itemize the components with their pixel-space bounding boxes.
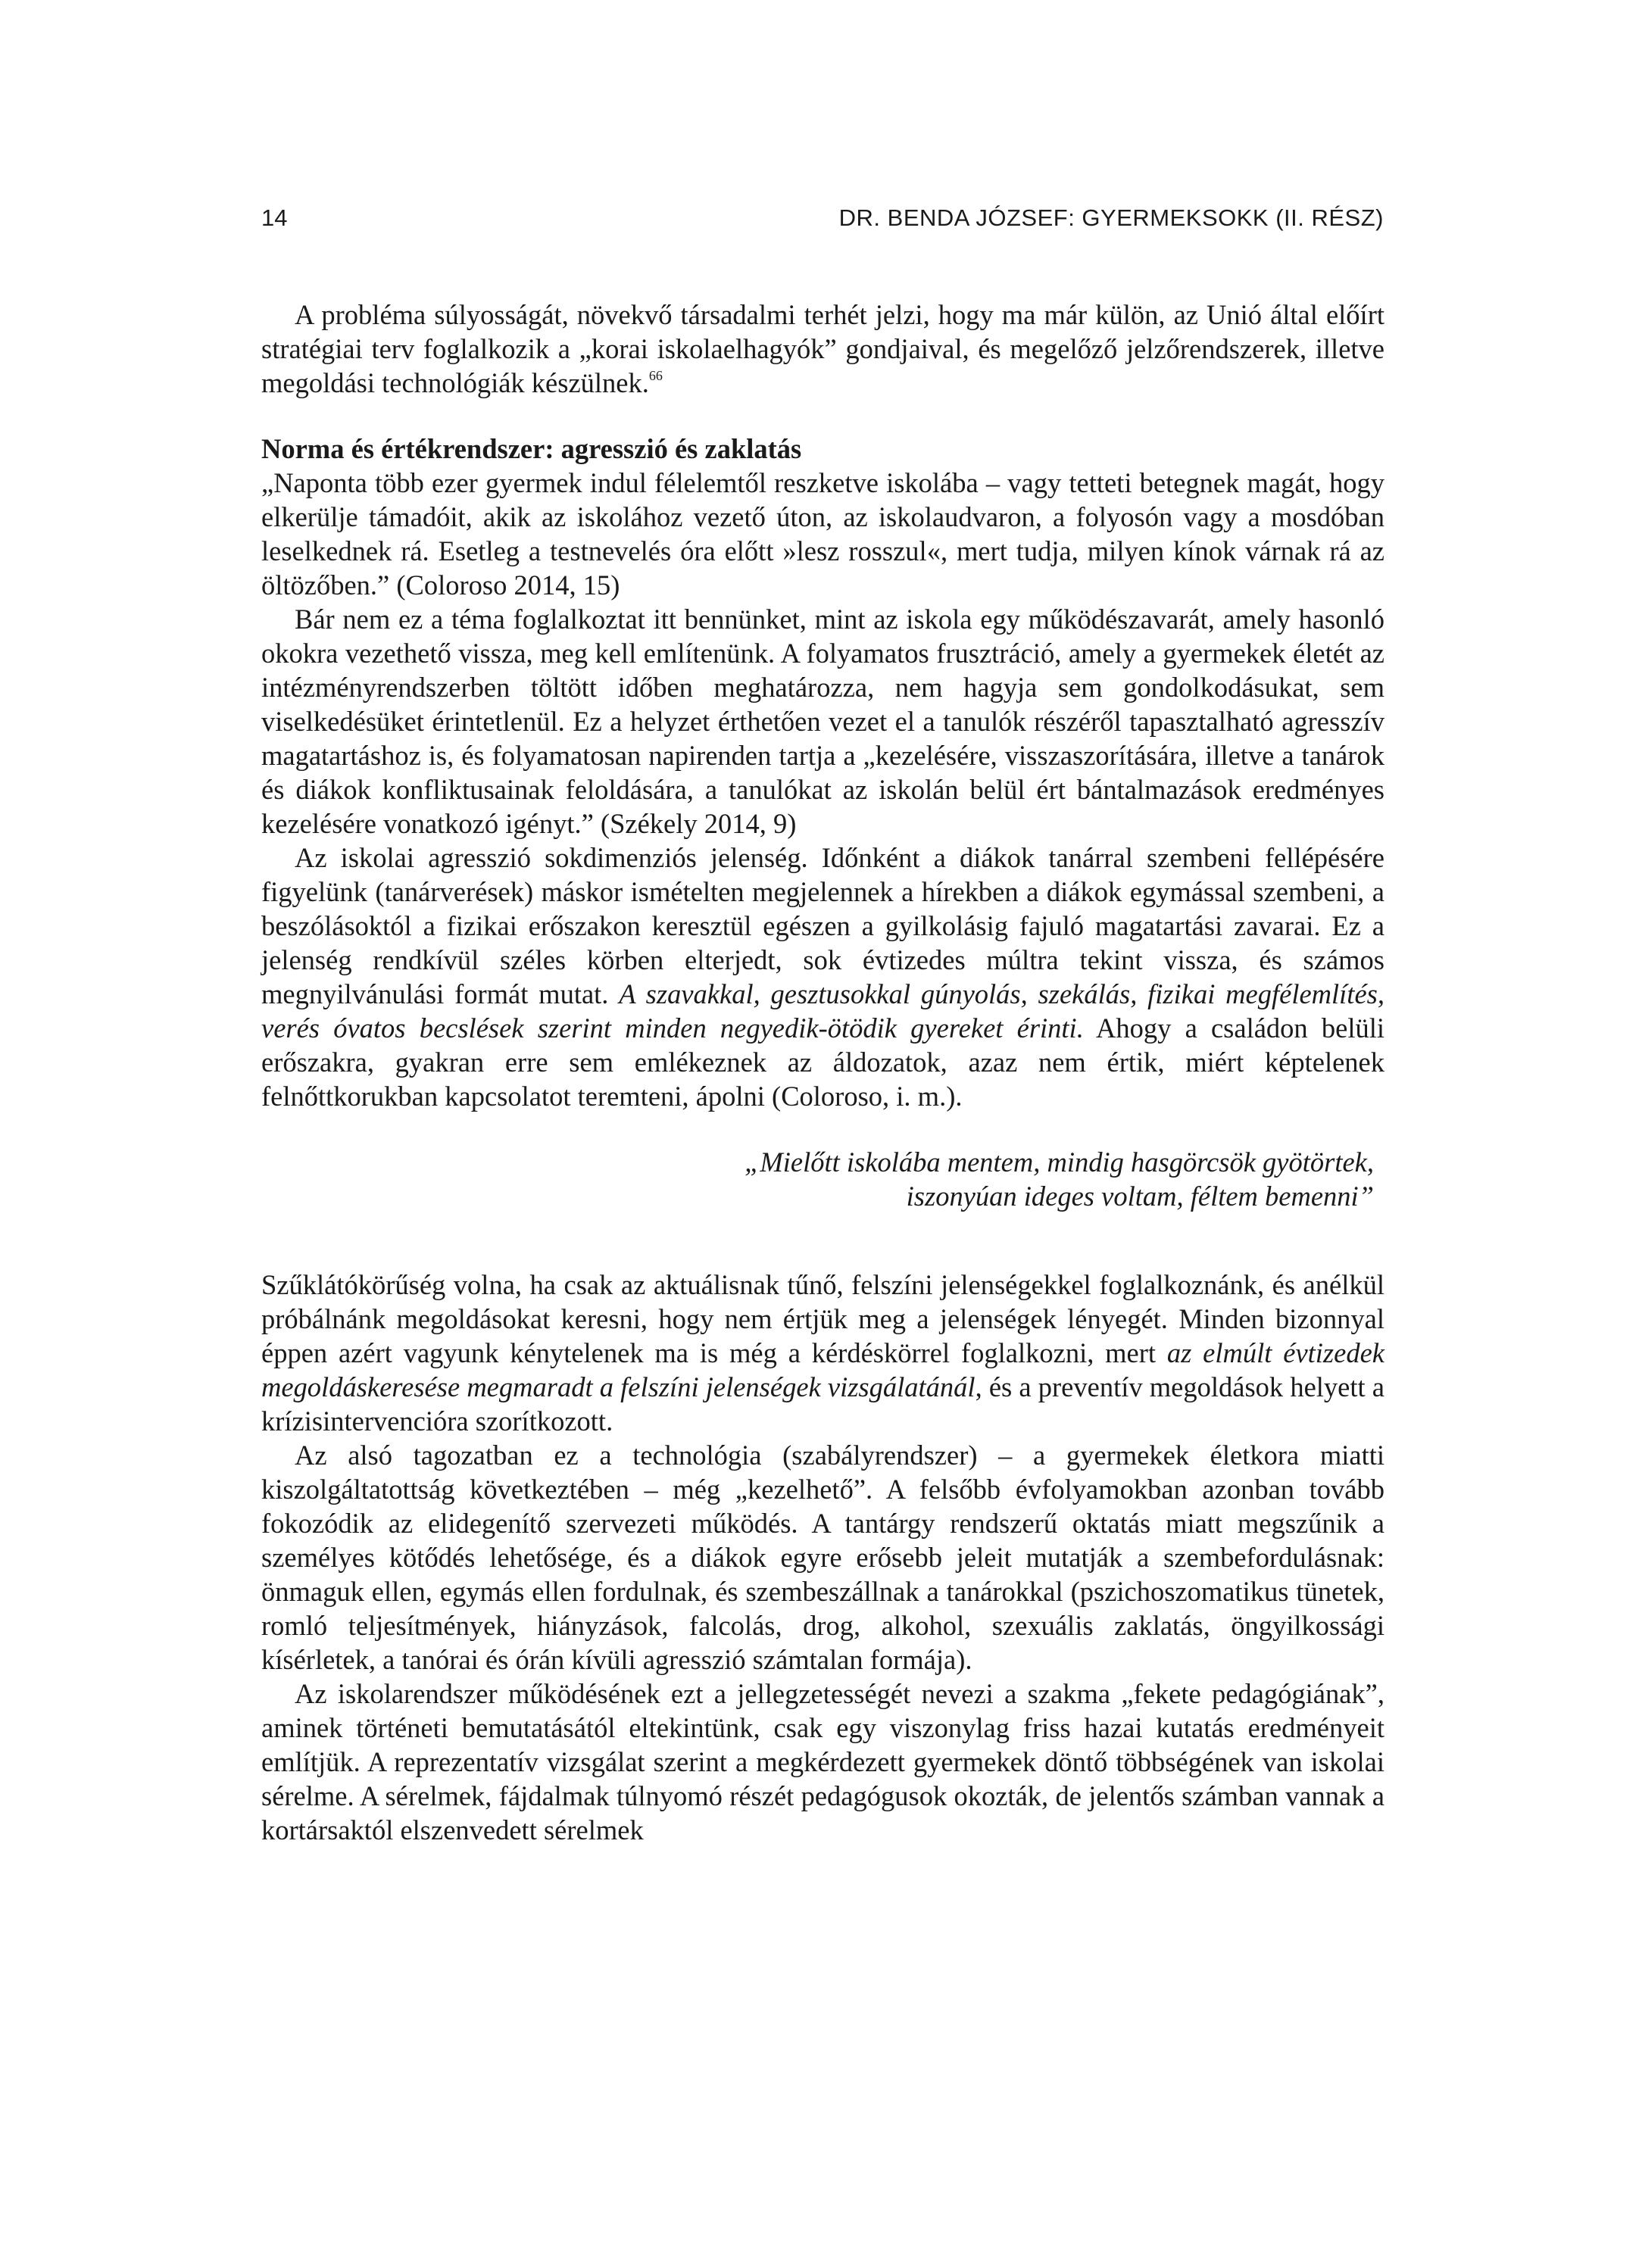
- epigraph-line-2: iszonyúan ideges voltam, féltem bemenni”: [906, 1181, 1374, 1212]
- paragraph-intro-text: A probléma súlyosságát, növekvő társadalmi terhét jelzi, hogy ma már külön, az Unió által előírt stratégiai terv foglalkozik a „korai iskolaelhagyók” gondjaival, és megelőző jelzőrendszerek, illetve megoldási technológiák készülnek.: [261, 299, 1384, 398]
- body-paragraph-2: [261, 841, 1384, 1113]
- body-paragraph-2-part2: Ahogy a családon belüli erőszakra, gyakran erre sem emlékeznek az áldozatok, azaz nem értik, miért képtelenek felnőttkorukban kapcsolatot teremteni, ápolni (Coloroso, i. m.).: [261, 1012, 1384, 1112]
- section-heading: Norma és értékrendszer: agresszió és zaklatás: [261, 433, 802, 464]
- body-paragraph-5: Az iskolarendszer működésének ezt a jellegzetességét nevezi a szakma „fekete pedagógiának”, aminek történeti bemutatásától eltekintünk, csak egy viszonylag friss hazai kutatás eredményeit említjük. A reprezentatív vizsgálat szerint a megkérdezett gyermekek döntő többségének van iskolai sérelme. A sérelmek, fájdalmak túlnyomó részét pedagógusok okozták, de jelentős számban vannak a kortársaktól elszenvedett sérelmek: [261, 1678, 1384, 1845]
- body-paragraph-4: Az alsó tagozatban ez a technológia (szabályrendszer) – a gyermekek életkora miatti kiszolgáltatottság következtében – még „kezelhető”. A felsőbb évfolyamokban azonban tovább fokozódik az elidegenítő szervezeti működés. A tantárgy rendszerű oktatás miatt megszűnik a személyes kötődés lehetősége, és a diákok egyre erősebb jeleit mutatják a szembefordulásnak: önmaguk ellen, egymás ellen fordulnak, és szembeszállnak a tanárokkal (pszichoszomatikus tünetek, romló teljesítmények, hiányzások, falcolás, drog, alkohol, szexuális zaklatás, öngyilkossági kísérletek, a tanórai és órán kívüli agresszió számtalan formája).: [261, 1440, 1384, 1675]
- body-paragraph-2-italic: A szavakkal, gesztusokkal gúnyolás, szekálás, fizikai megfélemlítés, verés óvatos becslések szerint minden negyedik-ötödik gyereket érinti.: [261, 978, 1384, 1044]
- paragraph-intro: [261, 298, 1384, 400]
- epigraph-line-1: „Mielőtt iskolába mentem, mindig hasgörcsök gyötörtek,: [745, 1146, 1374, 1178]
- page-number: 14: [261, 204, 288, 231]
- body-paragraph-3-part1: Szűklátókörűség volna, ha csak az aktuálisnak tűnő, felszíni jelenségekkel foglalkoznánk, és anélkül próbálnánk megoldásokat keresni, hogy nem értjük meg a jelenségek lényegét. Minden bizonnyal éppen azért vagyunk kénytelenek ma is még a kérdéskörrel foglalkozni, mert: [261, 1269, 1384, 1368]
- running-head: DR. BENDA JÓZSEF: GYERMEKSOKK (II. RÉSZ): [838, 204, 1384, 231]
- body-paragraph-3-italic: az elmúlt évtizedek megoldáskeresése megmaradt a felszíni jelenségek vizsgálatánál: [261, 1337, 1384, 1402]
- body-paragraph-2-part1: Az iskolai agresszió sokdimenziós jelenség. Időnként a diákok tanárral szembeni fellépésére figyelünk (tanárverések) máskor ismételten megjelennek a hírekben a diákok egymással szembeni, a beszólásoktól a fizikai erőszakon keresztül egészen a gyilkolásig fajuló magatartási zavarai. Ez a jelenség rendkívül széles körben elterjedt, sok évtizedes múltra tekint vissza, és számos megnyilvánulási formát mutat.: [261, 842, 1384, 1009]
- footnote-marker: 66: [648, 368, 663, 383]
- page-body: [261, 298, 1384, 1847]
- body-paragraph-3: [261, 1268, 1384, 1438]
- page-header: [261, 203, 1384, 233]
- epigraph-quote: [261, 1145, 1384, 1213]
- body-paragraph-1: Bár nem ez a téma foglalkoztat itt bennünket, mint az iskola egy működészavarát, amely hasonló okokra vezethető vissza, meg kell említenünk. A folyamatos frusztráció, amely a gyermekek életét az intézményrendszerben töltött időben meghatározza, nem hagyja sem gondolkodásukat, sem viselkedésüket érintetlenül. Ez a helyzet érthetően vezet el a tanulók részéről tapasztalható agresszív magatartáshoz is, és folyamatosan napirenden tartja a „kezelésére, visszaszorítására, illetve a tanárok és diákok konfliktusainak feloldására, a tanulókat az iskolán belül ért bántalmazások eredményes kezelésére vonatkozó igényt.” (Székely 2014, 9): [261, 604, 1384, 839]
- body-paragraph-3-part2: , és a preventív megoldások helyett a krízisintervencióra szorítkozott.: [261, 1371, 1384, 1437]
- quote-paragraph: „Naponta több ezer gyermek indul félelemtől reszketve iskolába – vagy tetteti betegnek magát, hogy elkerülje támadóit, akik az iskolához vezető úton, az iskolaudvaron, a folyosón vagy a mosdóban leselkednek rá. Esetleg a testnevelés óra előtt »lesz rosszul«, mert tudja, milyen kínok várnak rá az öltözőben.” (Coloroso 2014, 15): [261, 467, 1384, 601]
